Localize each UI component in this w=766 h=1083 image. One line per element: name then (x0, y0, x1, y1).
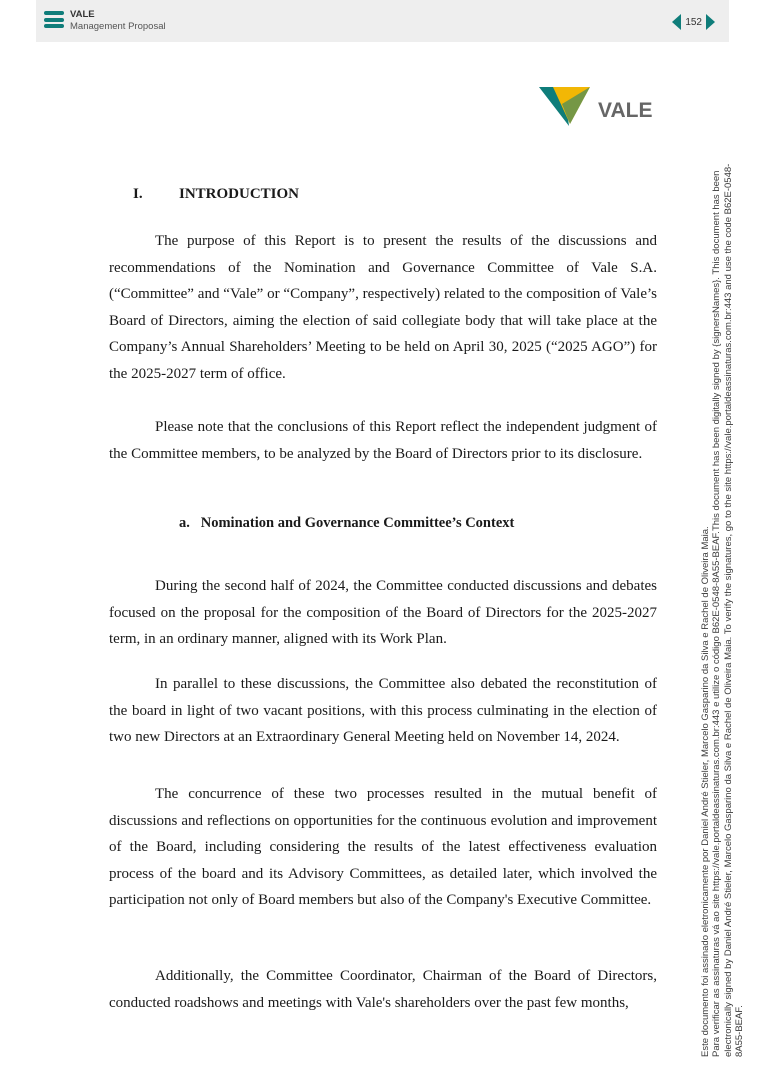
logo-text: VALE (598, 99, 653, 122)
section-number: I. (133, 186, 143, 202)
signature-line-4: 8A55-BEAF. (734, 1005, 746, 1057)
paragraph-purpose: The purpose of this Report is to present the results of the discussions and recommendations of the Nomination and Governance Committee of Vale S.A. (“Committee” and “Vale” or “Company”, respectively) related to the composition of Vale’s Board of Directors, aiming the election of said collegiate body that will take place at the Company’s Annual Shareholders’ Meeting to be held on April 30, 2025 (“2025 AGO”) for the 2025-2027 term of office. (109, 233, 657, 382)
previous-page-icon[interactable] (672, 14, 681, 30)
page-number: 152 (685, 16, 702, 28)
signature-line-3: electronically signed by Daniel André Stieler, Marcelo Gasparino da Silva e Rachel de Oliveira Maia. To verify the signatures, go to the site https://vale.portaldeassinaturas.com.br:443 and use the code B62E-0548- (722, 163, 734, 1057)
header-brand (70, 9, 166, 33)
signature-line-1: Este documento foi assinado eletronicamente por Daniel André Stieler, Marcelo Gasparino da Silva e Rachel de Oliveira Maia. (700, 526, 711, 1057)
vale-logo (538, 84, 658, 130)
header-subtitle: Management Proposal (70, 21, 166, 32)
signature-line-2: Para verificar as assinaturas vá ao site https://vale.portaldeassinaturas.com.br:443 e utilize o código B62E-0548-8A55-BEAF.This document has been digitally signed by {signersNames}. This document has been (711, 170, 723, 1057)
top-bar (36, 0, 729, 42)
paragraph-conclusions: Please note that the conclusions of this Report reflect the independent judgment of the Committee members, to be analyzed by the Board of Directors prior to its disclosure. (109, 419, 657, 462)
section-title: INTRODUCTION (179, 186, 300, 202)
menu-icon[interactable] (44, 11, 64, 28)
page-navigator (672, 13, 715, 31)
paragraph-parallel: In parallel to these discussions, the Committee also debated the reconstitution of the board in light of two vacant positions, with this process culminating in the election of two new Directors at an Extraordinary General Meeting held on November 14, 2024. (109, 676, 657, 746)
signature-notice (700, 77, 746, 1057)
subsection-heading: a. Nomination and Governance Committee’s Context (179, 515, 515, 531)
paragraph-second-half: During the second half of 2024, the Committee conducted discussions and debates focused on the proposal for the composition of the Board of Directors for the 2025-2027 term, in an ordinary manner, aligned with its Work Plan. (109, 578, 657, 648)
paragraph-additionally: Additionally, the Committee Coordinator, Chairman of the Board of Directors, conducted roadshows and meetings with Vale's shareholders over the past few months, (109, 968, 657, 1011)
next-page-icon[interactable] (706, 14, 715, 30)
brand-name: VALE (70, 9, 95, 20)
section-heading (133, 186, 299, 203)
paragraph-concurrence: The concurrence of these two processes resulted in the mutual benefit of discussions and reflections on opportunities for the continuous evolution and improvement of the Board, including considering the results of the latest effectiveness evaluation process of the board and its Advisory Committees, as detailed later, which involved the participation not only of Board members but also of the Company's Executive Committee. (109, 786, 657, 909)
